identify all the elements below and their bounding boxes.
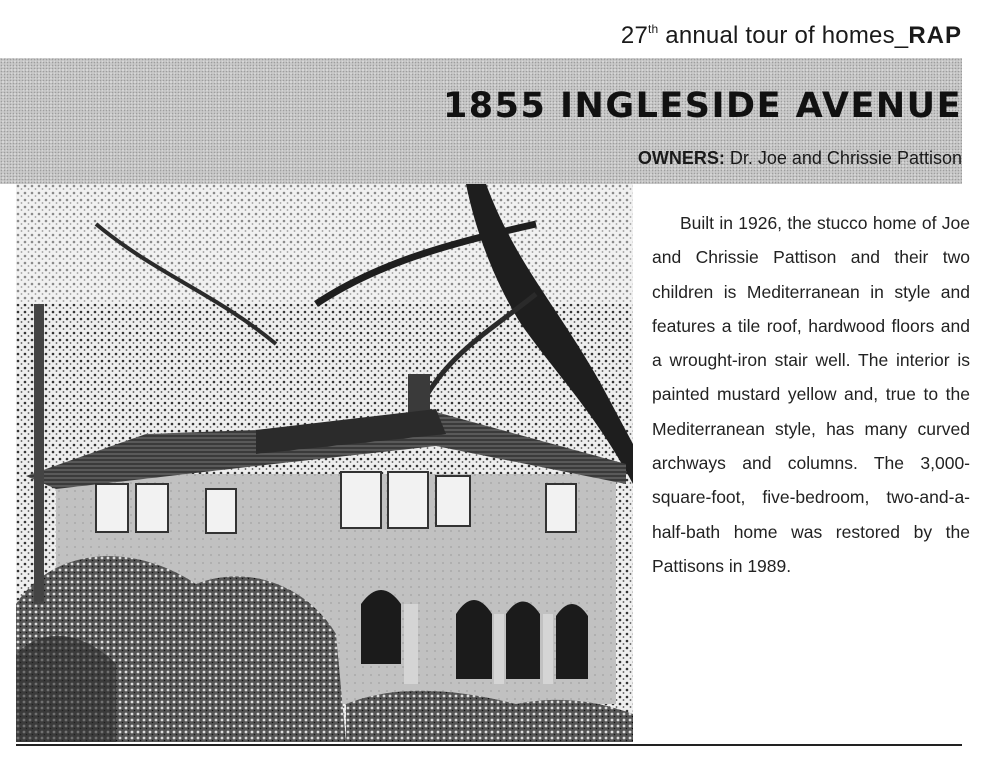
- owners-line: [638, 148, 962, 169]
- article-body-text: Built in 1926, the stucco home of Joe and Chrissie Pattison and their two children is Mediterranean in style and features a tile roof, hardwood floors and a wrought-iron stair well. The interior is painted mustard yellow and, true to the Mediterranean style, has many curved archways and columns. The 3,000-square-foot, five-bedroom, two-and-a-half-bath home was restored by the Pattisons in 1989.: [652, 213, 970, 576]
- tour-superscript: th: [648, 22, 659, 36]
- house-address: 1855 INGLESIDE AVENUE: [442, 86, 962, 126]
- tour-title: annual tour of homes_: [658, 22, 909, 49]
- tour-heading: [621, 22, 962, 50]
- article-body: [652, 206, 970, 583]
- owners-names: Dr. Joe and Chrissie Pattison: [729, 148, 962, 168]
- bottom-divider: [16, 744, 962, 746]
- tour-brand: RAP: [908, 22, 962, 49]
- owners-label: OWNERS:: [637, 148, 725, 168]
- house-photo: [16, 184, 633, 742]
- tour-number: 27: [620, 22, 648, 49]
